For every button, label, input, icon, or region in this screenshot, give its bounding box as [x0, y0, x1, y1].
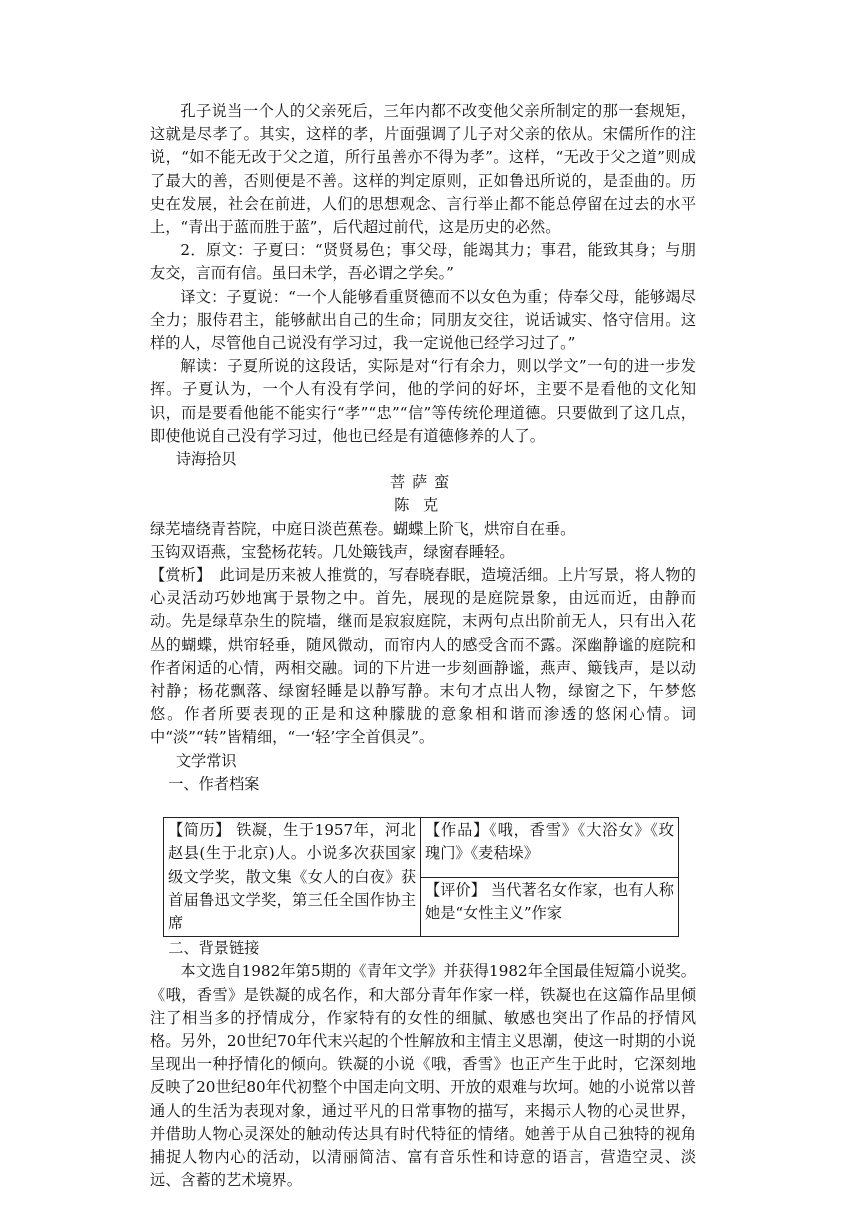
table-cell-works: 【作品】《哦，香雪》《大浴女》《玫瑰门》《麦秸垛》	[421, 818, 679, 878]
poem-line-2: 玉钩双语燕，宝甃杨花转。几处簸钱声，绿窗春睡轻。	[150, 542, 515, 561]
paragraph-original-text-2: 2．原文：子夏曰：“贤贤易色；事父母，能竭其力；事君，能致其身；与朋友交，言而有信。虽曰未学，吾必谓之学矣。”	[150, 241, 696, 283]
author-profile-table	[163, 817, 679, 937]
poem-author: 陈克	[394, 496, 452, 515]
poem-title: 菩萨蛮	[389, 473, 457, 492]
paragraph-translation: 译文：子夏说：“一个人能够看重贤德而不以女色为重；侍奉父母，能够竭尽全力；服侍君主，能够献出自己的生命；同朋友交往，说话诚实、恪守信用。这样的人，尽管他自己说没有学习过，我一定说他已经学习过了。”	[150, 287, 696, 353]
subheading-background: 二、背景链接	[168, 939, 260, 958]
section-heading-poetry: 诗海拾贝	[175, 450, 237, 469]
subheading-author-profile: 一、作者档案	[168, 774, 260, 793]
table-cell-review: 【评价】 当代著名女作家，也有人称她是“女性主义”作家	[421, 877, 679, 937]
table-cell-bio: 【简历】 铁凝，生于1957年，河北赵县(生于北京)人。小说多次获国家级文学奖，散文集《女人的白夜》获首届鲁迅文学奖，第三任全国作协主席	[164, 818, 421, 937]
paragraph-confucius-commentary: 孔子说当一个人的父亲死后，三年内都不改变他父亲所制定的那一套规矩，这就是尽孝了。其实，这样的孝，片面强调了儿子对父亲的依从。宋儒所作的注说，“如不能无改于父之道，所行虽善亦不得为孝”。这样，“无改于父之道”则成了最大的善，否则便是不善。这样的判定原则，正如鲁迅所说的，是歪曲的。历史在发展，社会在前进，人们的思想观念、言行举止都不能总停留在过去的水平上，“青出于蓝而胜于蓝”，后代超过前代，这是历史的必然。	[150, 102, 696, 237]
poem-line-1: 绿芜墙绕青苔院，中庭日淡芭蕉卷。蝴蝶上阶飞，烘帘自在垂。	[150, 519, 576, 538]
paragraph-interpretation: 解读：子夏所说的这段话，实际是对“行有余力，则以学文”一句的进一步发挥。子夏认为，一个人有没有学问，他的学问的好坏，主要不是看他的文化知识，而是要看他能不能实行“孝”“忠”“信”等传统伦理道德。只要做到了这几点，即使他说自己没有学习过，他也已经是有道德修养的人了。	[150, 357, 696, 445]
document-page	[150, 100, 696, 1192]
paragraph-appreciation: 【赏析】 此词是历来被人推赏的，写春晓春眠，造境活细。上片写景，将人物的心灵活动巧妙地寓于景物之中。首先，展现的是庭院景象，由远而近，由静而动。先是绿草杂生的院墙，继而是寂寂庭院，末两句点出阶前无人，只有出入花丛的蝴蝶，烘帘轻垂，随风微动，而帘内人的感受含而不露。深幽静谧的庭院和作者闲适的心情，两相交融。词的下片进一步刻画静谧，燕声、簸钱声，是以动衬静；杨花飘落、绿窗轻睡是以静写静。末句才点出人物，绿窗之下，午梦悠悠。作者所要表现的正是和这种朦胧的意象相和谐而渗透的悠闲心情。词中“淡”“转”皆精细，“一‘轻’字全首俱灵”。	[150, 566, 696, 747]
section-heading-literature: 文学常识	[175, 751, 237, 770]
paragraph-background: 本文选自1982年第5期的《青年文学》并获得1982年全国最佳短篇小说奖。《哦，香雪》是铁凝的成名作，和大部分青年作家一样，铁凝也在这篇作品里倾注了相当多的抒情成分，作家特有的女性的细腻、敏感也突出了作品的抒情风格。另外，20世纪70年代末兴起的个性解放和主情主义思潮，使这一时期的小说呈现出一种抒情化的倾向。铁凝的小说《哦，香雪》也正产生于此时，它深刻地反映了20世纪80年代初整个中国走向文明、开放的艰难与坎坷。她的小说常以普通人的生活为表现对象，通过平凡的日常事物的描写，来揭示人物的心灵世界，并借助人物心灵深处的触动传达具有时代特征的情绪。她善于从自己独特的视角捕捉人物内心的活动，以清丽简洁、富有音乐性和诗意的语言，营造空灵、淡远、含蓄的艺术境界。	[150, 962, 696, 1190]
